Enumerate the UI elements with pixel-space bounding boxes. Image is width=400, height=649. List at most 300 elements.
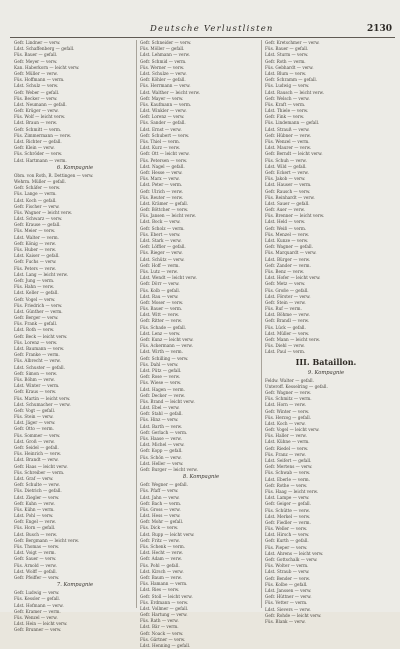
list-entry: Gefr. Stein — verw. bbox=[265, 299, 306, 305]
list-entry: Gefr. Kretschmer — verw. bbox=[265, 40, 320, 45]
list-entry: Gefr. Otto — verm. bbox=[14, 426, 54, 432]
list-entry: Ldst. Hecht — verw. bbox=[140, 550, 183, 556]
list-entry: Gefr. Jung — verm. bbox=[14, 277, 55, 283]
list-entry: Füs. Wagner — leicht verw. bbox=[14, 209, 73, 215]
list-entry: Gefr. Klein — verw. bbox=[14, 145, 55, 151]
list-entry: Gefr. Zander — verm. bbox=[265, 262, 311, 268]
list-entry: Gefr. Rausch — verw. bbox=[265, 188, 311, 194]
list-entry: Ldst. Ahrens — leicht verw. bbox=[265, 550, 324, 556]
list-entry: Ldst. Bär — verm. bbox=[140, 624, 179, 630]
list-entry: Ldst. Peter — verm. bbox=[140, 182, 183, 188]
list-entry: Füs. Ackermann — verw. bbox=[140, 343, 193, 349]
list-entry: Ldst. Winkler — verw. bbox=[140, 108, 187, 114]
list-entry: Füs. Rath — verw. bbox=[140, 618, 179, 624]
list-entry: Füs. Lutz — verw. bbox=[140, 268, 178, 274]
list-entry: Ldst. Wirth — verm. bbox=[140, 349, 183, 355]
list-entry: Ldst. Rupp — leicht verw. bbox=[140, 531, 195, 537]
list-entry: Füs. Kraft — verm. bbox=[265, 101, 306, 107]
list-entry: Füs. Schenk — verm. bbox=[140, 544, 186, 549]
list-entry: Ldst. Keller — gefall. bbox=[14, 290, 59, 296]
entry-list bbox=[14, 590, 136, 633]
list-entry: Füs. Marquardt — verw. bbox=[265, 250, 317, 256]
list-entry: Gefr. Schmid — verm. bbox=[140, 58, 187, 64]
list-entry: Füs. Böhm — verw. bbox=[14, 376, 55, 382]
list-entry: Ldst. Günther — verm. bbox=[14, 308, 63, 314]
list-entry: Füs. Dietrich — gefall. bbox=[14, 488, 62, 494]
list-entry: Füs. Herzog — gefall. bbox=[265, 414, 312, 420]
list-entry: Ldst. Henning — gefall. bbox=[140, 643, 191, 648]
list-entry: Füs. Arnold — verw. bbox=[14, 562, 57, 568]
list-entry: Gefr. Schubert — verw. bbox=[140, 132, 190, 138]
list-entry: Ldst. Michel — verw. bbox=[140, 442, 185, 448]
list-entry: Füs. Schreiber — verm. bbox=[14, 469, 65, 475]
list-entry: Füs. Bauer — verm. bbox=[140, 306, 183, 312]
list-entry: Füs. Ludwig — verw. bbox=[265, 83, 310, 89]
list-entry: Füs. Vetter — verm. bbox=[265, 600, 308, 606]
list-entry: Gefr. Bender — verw. bbox=[265, 575, 311, 581]
list-entry: Füs. Zimmermann — verw. bbox=[14, 132, 72, 138]
column-1 bbox=[14, 40, 136, 633]
list-entry: Füs. Wolf — leicht verw. bbox=[14, 114, 66, 120]
list-entry: Ldst. Hartmann — verm. bbox=[14, 157, 67, 163]
list-entry: Füs. Blank — verw. bbox=[265, 618, 306, 624]
list-entry: Gefr. Löffler — gefall. bbox=[140, 244, 186, 250]
list-entry: Füs. Schön — verw. bbox=[140, 454, 182, 460]
list-entry: Ldst. Müller — verw. bbox=[265, 330, 310, 336]
list-entry: Füs. Albrecht — verw. bbox=[14, 358, 61, 364]
list-entry: Füs. Bauer — gefall. bbox=[265, 46, 309, 52]
list-entry: Gefr. Lorenz — verw. bbox=[140, 114, 185, 120]
list-entry: Gefr. Müller — verw. bbox=[14, 70, 58, 76]
list-entry: Füs. Thiel — verm. bbox=[140, 139, 181, 144]
list-entry: Füs. Menzel — verw. bbox=[265, 231, 310, 237]
list-entry: Ldst. Maurer — verw. bbox=[265, 145, 312, 151]
list-entry: Füs. Schwab — verw. bbox=[265, 470, 311, 476]
entry-list bbox=[140, 482, 262, 649]
list-entry: Gefr. Rothe — verw. bbox=[265, 482, 308, 488]
list-entry: Füs. Horn — gefall. bbox=[14, 525, 56, 531]
list-entry: Ldst. Hirsch — verw. bbox=[265, 532, 310, 538]
list-entry: Gefr. Mayer — verw. bbox=[140, 95, 184, 101]
list-entry: Gefr. Meyer — verw. bbox=[14, 58, 58, 64]
list-entry: Gefr. Sauer — verw. bbox=[14, 556, 57, 562]
list-entry: Ldst. Busch — verw. bbox=[14, 531, 58, 537]
list-entry: Ldst. Krämer — gefall. bbox=[140, 200, 189, 206]
list-entry: Ldst. Schulze — verw. bbox=[140, 70, 187, 76]
list-entry: Gefr. Dörr — verw. bbox=[140, 281, 180, 287]
list-entry: Ldst. Sievers — verw. bbox=[265, 606, 311, 612]
list-entry: Gefr. Wagner — verw. bbox=[265, 389, 311, 395]
list-entry: Gefr. Hübner — verw. bbox=[265, 132, 311, 138]
list-entry: Füs. Hinz — verw. bbox=[140, 417, 179, 423]
list-entry: Füs. Peters — verw. bbox=[14, 265, 56, 271]
list-entry: Gefr. Ritter — verw. bbox=[140, 318, 183, 324]
list-entry: Füs. Martin — leicht verw. bbox=[14, 395, 71, 401]
list-entry: Ldst. Schulz — verw. bbox=[14, 83, 59, 89]
list-entry: Ldst. Witt — verw. bbox=[140, 312, 180, 318]
list-entry: Ldst. Schaffenberg — gefall. bbox=[14, 46, 75, 52]
list-entry: Gefr. Lindner — verw. bbox=[14, 40, 61, 45]
list-entry: Gefr. Gerlach — verm. bbox=[140, 429, 188, 435]
list-entry: Füs. Hamann — verm. bbox=[140, 581, 188, 587]
list-entry: Füs. Wiese — verw. bbox=[140, 380, 182, 386]
column-3 bbox=[265, 40, 387, 624]
list-entry: Gefr. Haas — leicht verw. bbox=[14, 463, 68, 469]
list-entry: Ldst. Schumacher — verw. bbox=[14, 401, 71, 407]
list-entry: Gefr. Riedel — verw. bbox=[265, 445, 309, 451]
section-heading: 7. Kompagnie bbox=[56, 582, 94, 589]
list-entry: Ldst. Lampe — verw. bbox=[265, 495, 310, 501]
list-entry: Gefr. Berger — verw. bbox=[14, 315, 59, 321]
list-entry: Gefr. Schramm — gefall. bbox=[265, 77, 317, 83]
list-entry: Gefr. Schilling — verw. bbox=[140, 355, 189, 361]
list-entry: Ldst. Jäger — verw. bbox=[14, 420, 56, 426]
list-entry: Füs. Pieper — verw. bbox=[265, 544, 308, 550]
list-entry: Ldst. Kirsch — verw. bbox=[140, 568, 184, 574]
list-entry: Gefr. Kopp — gefall. bbox=[140, 448, 183, 454]
list-entry: Füs. Lorenz — verw. bbox=[14, 339, 58, 345]
list-entry: Ldst. Bürger — verw. bbox=[265, 256, 311, 262]
list-entry: Gefr. Fuchs — verw. bbox=[14, 259, 57, 265]
list-entry: Ldst. Braun — verw. bbox=[14, 120, 58, 126]
list-entry: Füs. Becker — verw. bbox=[14, 95, 58, 101]
list-entry: Ldst. Hess — verw. bbox=[140, 513, 181, 519]
list-entry: Füs. Pohl — gefall. bbox=[140, 562, 180, 568]
list-entry: Füs. Lange — verm. bbox=[14, 191, 57, 197]
list-entry: Gefr. Noack — verw. bbox=[140, 630, 184, 636]
list-entry: Gefr. Pfeiffer — verw. bbox=[14, 574, 60, 580]
list-entry: Gefr. Krause — gefall. bbox=[14, 222, 61, 228]
list-entry: Gefr. Fink — verw. bbox=[265, 114, 305, 120]
list-entry: Gefr. Scholz — verm. bbox=[140, 225, 185, 231]
list-entry: Ldst. Wendt — leicht verw. bbox=[140, 275, 197, 281]
list-entry: Ldst. Rau — verw. bbox=[140, 293, 179, 299]
list-entry: Füs. Reinhardt — verw. bbox=[265, 194, 315, 200]
list-entry: Gefr. Berndt — leicht verw. bbox=[265, 151, 323, 157]
list-entry: Gefr. Mohr — gefall. bbox=[140, 519, 184, 525]
list-entry: Füs. Schade — gefall. bbox=[140, 324, 187, 330]
list-entry: Gefr. Hüttner — verw. bbox=[265, 594, 312, 600]
list-entry: Füs. Thomas — verw. bbox=[14, 544, 60, 549]
list-entry: Füs. Hoffmann — verm. bbox=[14, 77, 65, 83]
list-entry: Ldst. Thiele — verw. bbox=[265, 108, 309, 114]
list-entry: Ldst. Seifert — gefall. bbox=[265, 458, 312, 463]
list-entry: Füs. Brenner — leicht verw. bbox=[265, 213, 325, 219]
list-entry: Gefr. Hartung — verw. bbox=[140, 612, 188, 618]
list-entry: Füs. Heinrich — verw. bbox=[14, 451, 62, 457]
list-entry: Füs. Lindemann — gefall. bbox=[265, 120, 320, 126]
list-entry: Gefr. Decker — verw. bbox=[140, 392, 185, 398]
list-entry: Füs. Sommer — verw. bbox=[14, 432, 61, 438]
list-entry: Ldst. Barth — verw. bbox=[140, 423, 183, 429]
list-entry: Füs. Ruf — verm. bbox=[265, 306, 302, 312]
list-entry: Gefr. König — verw. bbox=[14, 240, 56, 246]
running-title: Deutsche Verlustlisten bbox=[150, 24, 274, 34]
list-entry: Füs. Franz — verw. bbox=[265, 451, 306, 457]
list-entry: Füs. Rieger — verw. bbox=[140, 250, 183, 256]
list-entry: Füs. Große — gefall. bbox=[265, 287, 309, 293]
list-entry: Gefr. Weiß — verm. bbox=[265, 225, 307, 231]
list-entry: Füs. Reuter — verw. bbox=[140, 194, 184, 200]
list-entry: Ldst. Schütz — verw. bbox=[140, 256, 185, 262]
list-entry: Gefr. Roth — verm. bbox=[265, 58, 306, 64]
list-entry: Füs. Frank — gefall. bbox=[14, 321, 58, 327]
list-entry: Gefr. Ott — leicht verw. bbox=[140, 151, 190, 157]
list-entry: Ldst. Pohl — verw. bbox=[14, 513, 54, 519]
list-entry: Füs. Herrmann — verw. bbox=[140, 83, 191, 89]
list-entry: Gefr. Kraus — verw. bbox=[14, 389, 57, 395]
list-entry: Gefr. Fischer — verw. bbox=[14, 203, 60, 209]
list-entry: Ldst. Lenz — verw. bbox=[140, 330, 181, 336]
list-entry: Füs. Lück — gefall. bbox=[265, 324, 306, 330]
section-heading: 9. Kompagnie bbox=[307, 369, 345, 376]
list-entry: Ldst. Neumann — gefall. bbox=[14, 101, 67, 107]
list-entry: Füs. Gebhardt — verw. bbox=[265, 64, 314, 70]
list-entry: Gefr. Hesse — verw. bbox=[140, 169, 183, 175]
list-entry: Ldst. Hauser — verm. bbox=[265, 182, 312, 188]
list-entry: Obm. von Roth, R. Dettingen — verw. bbox=[14, 172, 94, 178]
list-entry: Füs. Weller — verw. bbox=[265, 526, 308, 532]
entry-list bbox=[14, 173, 136, 581]
list-entry: Gefr. Gottschalk — verw. bbox=[265, 557, 318, 562]
list-entry: Ldst. Janssen — verw. bbox=[265, 587, 312, 593]
list-entry: Ldst. Eberle — verm. bbox=[265, 476, 310, 482]
list-entry: Gefr. Geiger — gefall. bbox=[265, 501, 311, 507]
list-entry: Gefr. Rohde — leicht verw. bbox=[265, 612, 322, 618]
list-entry: Füs. Pfaff — verw. bbox=[140, 488, 179, 494]
list-entry: Ldst. Koch — gefall. bbox=[14, 197, 57, 203]
list-entry: Ldst. Vollmer — gefall. bbox=[140, 605, 189, 611]
list-entry: Gefr. Schäfer — verw. bbox=[14, 185, 61, 191]
list-entry: Ldst. Voigt — verm. bbox=[14, 550, 56, 556]
list-entry: Füs. Brand — leicht verw. bbox=[140, 398, 195, 404]
list-entry: Ldst. Bock — verw. bbox=[140, 219, 181, 225]
entry-list bbox=[265, 378, 387, 626]
list-entry: Füs. Friedrich — verw. bbox=[14, 302, 63, 308]
list-entry: Füs. Haller — verw. bbox=[265, 433, 307, 439]
list-entry: Unteroff. Kesselring — gefall. bbox=[265, 383, 328, 389]
page-number: 2130 bbox=[366, 24, 392, 34]
list-entry: Ldst. Ebel — verw. bbox=[140, 405, 180, 411]
list-entry: Gefr. Brandl — verw. bbox=[265, 318, 309, 324]
list-entry: Ldst. Jahn — verw. bbox=[140, 494, 180, 500]
list-entry: Gefr. Burger — leicht verw. bbox=[140, 466, 198, 472]
list-entry: Füs. Kolbe — gefall. bbox=[265, 581, 308, 587]
list-entry: Ldst. Stark — verw. bbox=[140, 238, 182, 243]
list-entry: Gefr. Auer — verw. bbox=[265, 207, 305, 213]
list-entry: Füs. Gross — verw. bbox=[140, 506, 181, 512]
list-entry: Gefr. Mann — leicht verw. bbox=[265, 337, 321, 342]
list-entry: Gefr. Wegner — gefall. bbox=[140, 482, 188, 488]
column-2 bbox=[140, 40, 262, 648]
list-entry: Gefr. Metz — verw. bbox=[265, 281, 306, 287]
list-entry: Gefr. Adam — verw. bbox=[140, 556, 182, 562]
list-entry: Gefr. Moser — verw. bbox=[140, 299, 184, 305]
list-entry: Ldst. Lang — leicht verw. bbox=[14, 271, 68, 277]
list-entry: Ldst. Ries — verw. bbox=[140, 587, 180, 593]
header-rule bbox=[10, 37, 395, 38]
entry-list bbox=[14, 40, 136, 164]
list-entry: Füs. Gärtner — verw. bbox=[140, 636, 186, 642]
list-entry: Gefr. Baum — verw. bbox=[140, 574, 182, 580]
list-entry: Ldst. Held — verw. bbox=[265, 219, 306, 225]
list-entry: Feldw. Walter — gefall. bbox=[265, 377, 314, 383]
list-entry: Ldst. Hein — leicht verw. bbox=[14, 621, 68, 627]
list-entry: Ldst. Hofmann — verw. bbox=[14, 602, 64, 608]
list-entry: Gefr. Wagner — gefall. bbox=[265, 244, 313, 250]
list-entry: Wehrm. Müller — gefall. bbox=[14, 178, 66, 184]
list-entry: Ldst. Walter — verm. bbox=[14, 234, 59, 240]
list-entry: Ldst. Sturm — verw. bbox=[265, 52, 309, 58]
list-entry: Füs. Meier — verw. bbox=[14, 228, 56, 234]
list-entry: Ldst. Wolff — gefall. bbox=[14, 568, 57, 574]
list-entry: Füs. Dahl — verw. bbox=[140, 361, 179, 367]
list-entry: Ldst. Groß — verw. bbox=[14, 438, 55, 444]
list-entry: Füs. Wolter — verm. bbox=[265, 563, 309, 569]
page-header bbox=[0, 24, 400, 38]
list-entry: Gefr. Fritz — verw. bbox=[140, 537, 180, 543]
list-entry: Gefr. Engel — verw. bbox=[14, 519, 56, 525]
list-entry: Füs. Huber — verw. bbox=[14, 247, 57, 252]
list-entry: Gefr. Hoff — verm. bbox=[140, 262, 180, 268]
list-entry: Gefr. Schulte — verw. bbox=[14, 482, 60, 488]
list-entry: Ldst. Förster — verw. bbox=[265, 293, 311, 299]
list-entry: Gefr. Ulrich — verw. bbox=[140, 188, 183, 194]
list-entry: Ldst. Merkel — verw. bbox=[265, 513, 311, 519]
list-entry: Füs. Marx — verw. bbox=[140, 176, 180, 182]
list-entry: Füs. Schröder — verw. bbox=[14, 151, 63, 157]
list-entry: Füs. Hahn — verw. bbox=[14, 284, 55, 290]
list-entry: Füs. Kessler — gefall. bbox=[14, 596, 61, 602]
list-entry: Ldst. Kunze — verw. bbox=[265, 238, 309, 243]
list-entry: Ldst. Baumann — verw. bbox=[14, 346, 65, 351]
list-entry: Gefr. Schneider — verw. bbox=[140, 40, 192, 45]
list-entry: Gefr. Köhler — gefall. bbox=[140, 77, 186, 83]
list-entry: Ldst. Richter — gefall. bbox=[14, 139, 62, 144]
list-entry: Gefr. Kuhn — verw. bbox=[14, 500, 55, 506]
list-entry: Gefr. Winter — verw. bbox=[265, 408, 310, 414]
list-entry: Ldst. Graf — verw. bbox=[14, 475, 54, 481]
list-entry: Füs. Jansen — leicht verw. bbox=[140, 213, 196, 219]
list-entry: Gefr. Brunner — verw. bbox=[14, 627, 62, 633]
list-entry: Ldst. Schwarz — verw. bbox=[14, 216, 63, 222]
list-entry: Ldst. Walther — leicht verw. bbox=[140, 89, 200, 95]
list-entry: Ldst. Kaiser — gefall. bbox=[14, 253, 60, 259]
list-entry: Gefr. Weber — gefall. bbox=[14, 89, 60, 95]
list-entry: Gefr. Vogel — verw. bbox=[14, 296, 56, 302]
list-entry: Füs. Haase — verw. bbox=[140, 436, 182, 441]
list-entry: Ldst. Pütz — gefall. bbox=[140, 367, 182, 373]
list-entry: Gefr. Welsch — verw. bbox=[265, 95, 310, 101]
entry-list bbox=[265, 40, 387, 356]
list-entry: Ldst. Wild — gefall. bbox=[265, 163, 307, 169]
section-heading: 8. Kompagnie bbox=[182, 474, 220, 481]
battalion-heading: III. Bataillon. bbox=[295, 356, 357, 367]
list-entry: Gefr. Bach — verm. bbox=[140, 500, 182, 506]
list-entry: Füs. Möller — gefall. bbox=[140, 46, 185, 52]
list-entry: Ldst. Rausch — leicht verw. bbox=[265, 89, 324, 95]
list-entry: Füs. Schuh — verw. bbox=[265, 157, 307, 163]
list-entry: Ldst. Hofer — leicht verw. bbox=[265, 275, 321, 281]
list-entry: Füs. Dick — verw. bbox=[140, 525, 179, 531]
list-entry: Ldst. Kurz — verw. bbox=[140, 145, 181, 151]
list-entry: Füs. Erdmann — verw. bbox=[140, 599, 189, 605]
list-entry: Gefr. Vogt — gefall. bbox=[14, 407, 56, 413]
list-entry: Kan. Haberkorn — leicht verw. bbox=[14, 64, 80, 70]
list-entry: Gefr. Seidel — gefall. bbox=[14, 445, 59, 450]
column-separator bbox=[136, 40, 137, 608]
list-entry: Füs. Kolb — gefall. bbox=[140, 287, 181, 293]
list-entry: Ldst. Lehmann — verw. bbox=[140, 52, 190, 58]
list-entry: Gefr. Schmitt — verm. bbox=[14, 126, 62, 132]
list-entry: Füs. Schmitz — verm. bbox=[265, 396, 312, 402]
list-entry: Füs. Sander — gefall. bbox=[140, 120, 186, 126]
list-entry: Ldst. Paul — verm. bbox=[265, 349, 306, 355]
list-entry: Gefr. Vogel — leicht verw. bbox=[265, 427, 320, 433]
list-entry: Gefr. Franke — verm. bbox=[14, 352, 60, 358]
list-entry: Gefr. Simon — verw. bbox=[14, 370, 58, 376]
list-entry: Gefr. Beck — leicht verw. bbox=[14, 333, 68, 339]
list-entry: Füs. Bauer — gefall. bbox=[14, 52, 58, 58]
list-entry: Ldst. Horn — verw. bbox=[265, 402, 306, 408]
list-entry: Füs. Kühn — verm. bbox=[14, 506, 55, 512]
list-entry: Füs. Diehl — verw. bbox=[265, 343, 305, 349]
list-entry: Gefr. Böttcher — verw. bbox=[140, 207, 189, 213]
list-entry: Ldst. Strauß — verw. bbox=[265, 126, 310, 132]
list-entry: Ldst. Straub — verw. bbox=[265, 569, 310, 575]
list-entry: Füs. Schütte — verw. bbox=[265, 507, 310, 513]
list-entry: Gefr. Stoll — leicht verw. bbox=[140, 593, 193, 599]
list-entry: Füs. Wenzel — verw. bbox=[14, 614, 58, 620]
list-entry: Gefr. Ludwig — verw. bbox=[14, 590, 60, 596]
list-entry: Gefr. Stahl — gefall. bbox=[140, 411, 183, 417]
list-entry: Gefr. Bergmann — leicht verw. bbox=[14, 537, 80, 543]
list-entry: Ldst. Winter — verm. bbox=[14, 383, 60, 389]
list-entry: Ldst. Schuster — gefall. bbox=[14, 364, 65, 370]
list-entry: Füs. Werner — verw. bbox=[140, 64, 185, 70]
list-entry: Ldst. Kühne — verm. bbox=[265, 439, 310, 445]
list-entry: Füs. Stein — verw. bbox=[14, 414, 54, 420]
list-entry: Ldst. Böhme — verw. bbox=[265, 312, 310, 318]
list-entry: Ldst. Nagel — gefall. bbox=[140, 163, 185, 169]
list-entry: Ldst. Roth — verw. bbox=[14, 327, 55, 333]
list-entry: Ldst. Koch — verw. bbox=[265, 420, 306, 426]
list-entry: Füs. Benz — verw. bbox=[265, 268, 304, 274]
list-entry: Ldst. Blum — verw. bbox=[265, 70, 307, 76]
list-entry: Füs. Wenzel — verm. bbox=[265, 139, 310, 144]
list-entry: Gefr. Kunz — leicht verw. bbox=[140, 337, 194, 342]
list-entry: Füs. Haag — leicht verw. bbox=[265, 488, 319, 494]
list-entry: Gefr. Kramer — verm. bbox=[14, 608, 61, 614]
list-entry: Gefr. Krüger — verw. bbox=[14, 108, 59, 114]
list-entry: Füs. Petersen — verw. bbox=[140, 157, 188, 163]
section-heading: 6. Kompagnie bbox=[56, 164, 94, 171]
list-entry: Ldst. Ernst — verw. bbox=[140, 126, 182, 132]
list-entry: Ldst. Ziegler — verw. bbox=[14, 494, 60, 500]
entry-list bbox=[140, 40, 262, 473]
list-entry: Füs. Kaufmann — verm. bbox=[140, 101, 192, 107]
list-entry: Ldst. Brandt — verw. bbox=[14, 457, 59, 463]
list-entry: Füs. Ebert — verw. bbox=[140, 231, 181, 237]
list-entry: Ldst. Sauer — gefall. bbox=[265, 200, 310, 206]
list-entry: Gefr. Eckert — verw. bbox=[265, 169, 309, 175]
list-entry: Gefr. Fiedler — verm. bbox=[265, 519, 311, 525]
list-entry: Füs. Jakob — verw. bbox=[265, 176, 306, 182]
list-entry: Ldst. Heller — verw. bbox=[140, 460, 184, 466]
list-entry: Gefr. Kurth — gefall. bbox=[265, 538, 309, 544]
list-entry: Gefr. Rose — verw. bbox=[140, 374, 180, 380]
list-entry: Ldst. Hagen — verm. bbox=[140, 386, 185, 392]
